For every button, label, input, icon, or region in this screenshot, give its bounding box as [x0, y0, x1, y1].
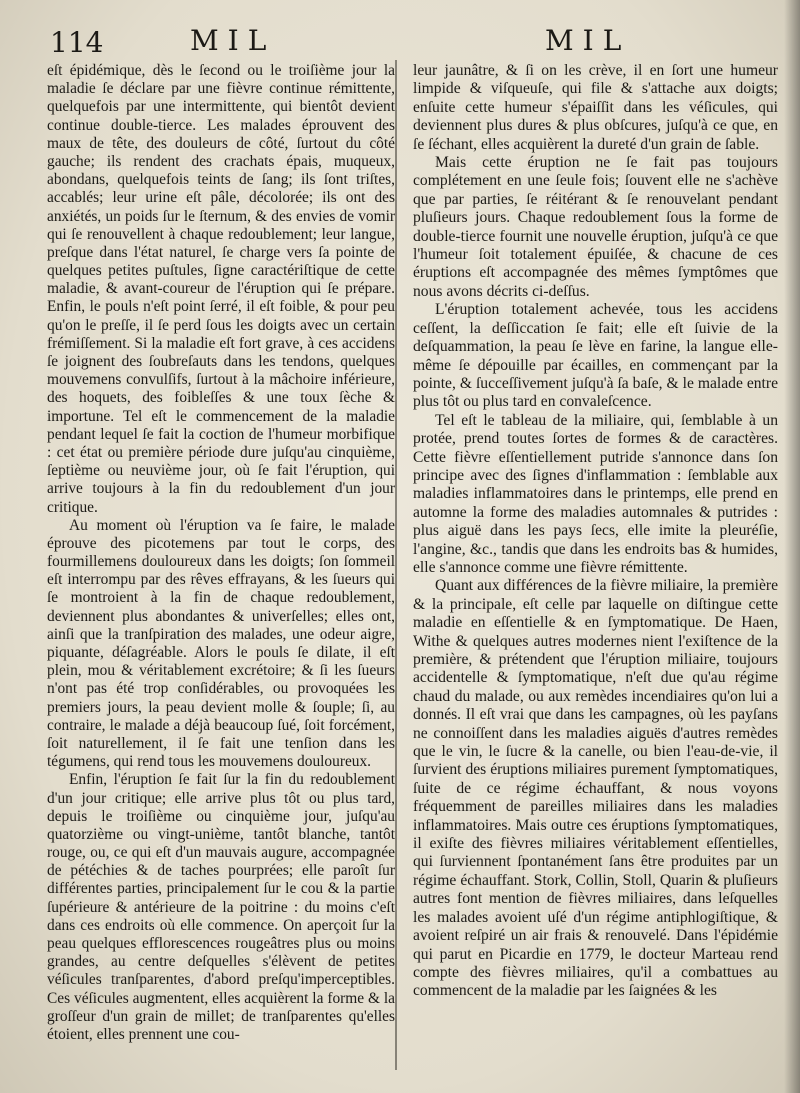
running-header — [0, 22, 800, 62]
page-edge-shadow — [784, 0, 800, 1093]
column-divider — [395, 60, 397, 1070]
paragraph: Enfin, l'éruption ſe fait ſur la fin du redoublement d'un jour critique; elle arrive plus tôt ou plus tard, depuis le troiſième ou cinquième jour, juſqu'au quatorzième ou vingt-unième, tantôt blanche, tantôt rouge, ou, ce qui eſt d'un mauvais augure, accompagnée de pétéchies & de taches pourprées; elle paroît ſur différentes parties, principalement ſur le cou & la partie ſupérieure & antérieure de la poitrine : du moins c'eſt dans ces endroits où elle commence. On aperçoit ſur la peau quelques efflorescences rougeâtres plus ou moins grandes, au centre deſquelles s'élèvent de petites véſicules tranſparentes, d'abord preſqu'imperceptibles. Ces véſicules augmentent, elles acquièrent la forme & la groſſeur d'un grain de millet; de tranſparentes qu'elles étoient, elles prennent une cou- — [47, 771, 395, 1043]
paragraph: Mais cette éruption ne ſe fait pas toujours complétement en une ſeule fois; ſouvent elle ne s'achève que par parties, ſe réitérant & ſe renouvelant pendant pluſieurs jours. Chaque redoublement ſous la forme de double-tierce fournit une nouvelle éruption, juſqu'à ce que l'humeur ſoit totalement épuiſée, & chacune de ces éruptions eſt accompagnée des mêmes ſymptômes que nous avons décrits ci-deſſus. — [413, 154, 778, 300]
paragraph: Quant aux différences de la fièvre miliaire, la première & la principale, eſt celle par laquelle on diſtingue cette maladie en eſſentielle & en ſymptomatique. De Haen, Withe & quelques autres modernes nient l'exiſtence de la première, & prétendent que l'éruption miliaire, toujours accidentelle & ſymptomatique, n'eſt due qu'au régime chaud du malade, ou aux remèdes incendiaires qu'on lui a donnés. Il eſt vrai que dans les campagnes, où les payſans ne connoiſſent dans les maladies aiguës d'autres remèdes que le vin, le ſucre & la canelle, ou bien l'eau-de-vie, il ſurvient des éruptions miliaires purement ſymptomatiques, ſuite de ce régime échauffant, & nous voyons fréquemment de pareilles miliaires dans les maladies inflammatoires. Mais outre ces éruptions ſymptomatiques, il exiſte des fièvres miliaires véritablement eſſentielles, qui ſurviennent ſpontanément ſans être produites par un régime échauffant. Stork, Collin, Stoll, Quarin & pluſieurs autres font mention de fièvres miliaires, dans leſquelles les malades avoient uſé d'un régime antiphlogiſtique, & avoient reſpiré un air frais & renouvelé. Dans l'épidémie qui parut en Picardie en 1779, le docteur Marteau rend compte des fièvres miliaires, qu'il a combattues au commencent de la maladie par les ſaignées & les — [413, 577, 778, 1000]
left-running-head: MIL — [190, 24, 276, 57]
paragraph: leur jaunâtre, & ſi on les crève, il en ſort une humeur limpide & viſqueuſe, qui file & s'attache aux doigts; enſuite cette humeur s'épaiſſit dans les véſicules, qui deviennent plus dures & plus obſcures, juſqu'à ce que, en ſe ſéchant, elles acquièrent la dureté d'un grain de ſable. — [413, 62, 778, 153]
page-number: 114 — [50, 26, 104, 59]
right-running-head: MIL — [545, 24, 631, 57]
left-column — [47, 62, 395, 1044]
paragraph: Au moment où l'éruption va ſe faire, le malade éprouve des picotemens par tout le corps, des fourmillemens douloureux dans les doigts; ſon ſommeil eſt interrompu par des rêves effrayans, & les ſueurs qui ſe montroient à la fin de chaque redoublement, deviennent plus abondantes & univerſelles; elles ont, ainſi que la tranſpiration des malades, une odeur aigre, piquante, déſagréable. Alors le pouls ſe dilate, il eſt plein, mou & véritablement excrétoire; & ſi les ſueurs n'ont pas été trop conſidérables, ou provoquées les premiers jours, la peau devient molle & ſouple; ſi, au contraire, le malade a déjà beaucoup ſué, ſoit forcément, ſoit naturellement, il ſe fait une tenſion dans les tégumens, qui rend tous les mouvemens douloureux. — [47, 516, 395, 771]
paragraph: Tel eſt le tableau de la miliaire, qui, ſemblable à un protée, prend toutes ſortes de formes & de caractères. Cette fièvre eſſentiellement putride s'annonce dans ſon principe avec des ſignes d'inflammation : ſemblable aux maladies inflammatoires dans le printemps, elle prend en automne la forme des maladies automnales & putrides : plus aiguë dans les pays ſecs, elle imite la pleuréſie, l'angine, &c., tandis que dans les endroits bas & humides, elle s'annonce comme une fièvre rémittente. — [413, 411, 778, 576]
right-column — [413, 62, 778, 1001]
paragraph: L'éruption totalement achevée, tous les accidens ceſſent, la deſſiccation ſe fait; elle eſt ſuivie de la deſquammation, la peau ſe lève en farine, la langue elle-même ſe dépouille par écailles, en commençant par la pointe, & ſucceſſivement juſqu'à ſa baſe, & le malade entre plus tôt ou plus tard en convaleſcence. — [413, 301, 778, 411]
paragraph: eſt épidémique, dès le ſecond ou le troiſième jour la maladie ſe déclare par une fièvre continue rémittente, quelquefois par une intermittente, qui bientôt devient continue double-tierce. Les malades éprouvent des maux de tête, des douleurs de côté, ſurtout du côté gauche; ils rendent des crachats épais, muqueux, abondans, quelquefois teints de ſang; ils ſont triſtes, accablés; leur urine eſt pâle, décolorée; ils ont des anxiétés, un poids ſur le ſternum, & des envies de vomir qui ſe renouvellent à chaque redoublement; leur langue, preſque dans l'état naturel, ſe charge vers ſa pointe de quelques petites puſtules, ſigne caractériſtique de cette maladie, & avant-coureur de l'éruption qui ſe prépare. Enfin, le pouls n'eſt point ſerré, il eſt foible, & pour peu qu'on le preſſe, il ſe perd ſous les doigts avec un certain frémiſſement. Si la maladie eſt fort grave, à ces accidens ſe joignent des ſoubreſauts dans les tendons, quelques mouvemens convulſifs, ſurtout à la mâchoire inférieure, des hoquets, des foibleſſes & une toux ſèche & importune. Tel eſt le commencement de la maladie pendant lequel ſe fait la coction de l'humeur morbifique : cet état ou première période dure juſqu'au cinquième, ſeptième ou neuvième jour, où ſe fait l'éruption, qui arrive toujours à la fin du redoublement d'un jour critique. — [47, 62, 395, 516]
